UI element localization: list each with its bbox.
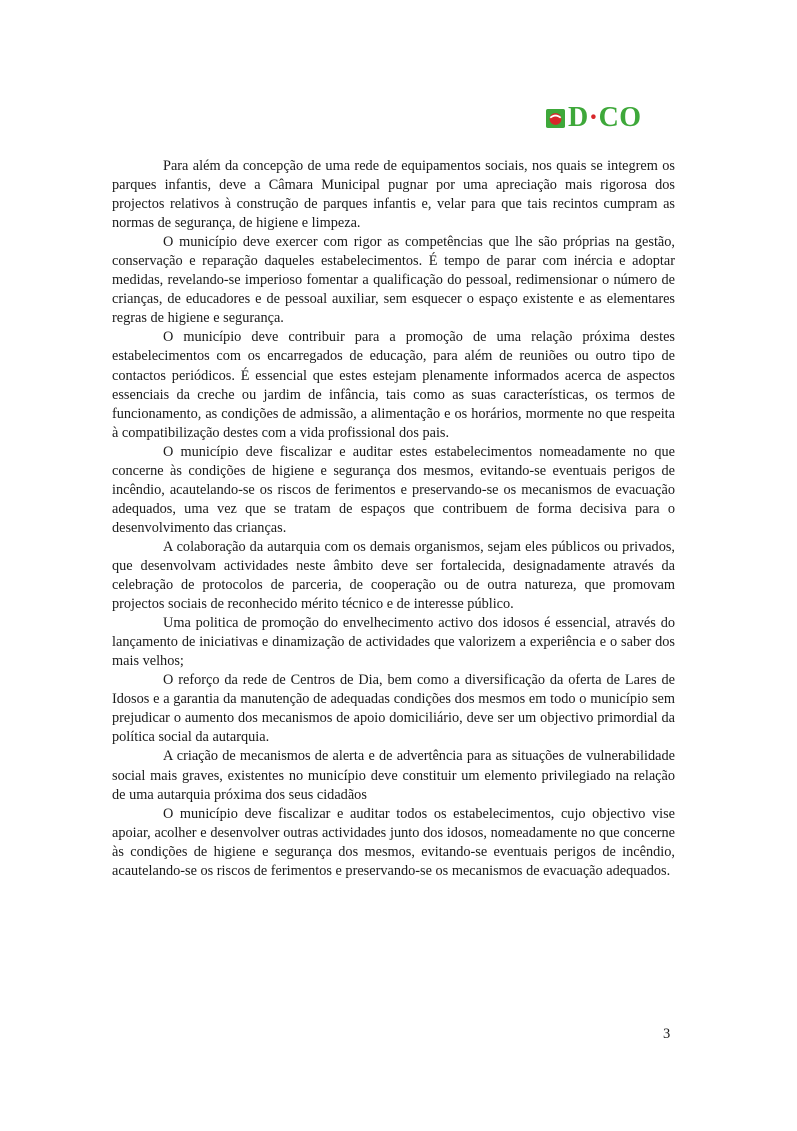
paragraph: A criação de mecanismos de alerta e de advertência para as situações de vulnerabilidade social mais graves, existentes no município deve constituir um elemento privilegiado na relação de uma autarquia próxima dos seus cidadãos [112, 748, 675, 803]
paragraph: A colaboração da autarquia com os demais organismos, sejam eles públicos ou privados, que desenvolvam actividades neste âmbito deve ser fortalecida, designadamente através da celebração de protocolos de parceria, de cooperação ou de outra natureza, que promovam projectos sociais de reconhecido mérito técnico e de interesse público. [112, 538, 675, 613]
paragraph: O município deve fiscalizar e auditar estes estabelecimentos nomeadamente no que concerne às condições de higiene e segurança dos mesmos, evitando-se eventuais perigos de incêndio, acautelando-se os riscos de ferimentos e preservando-se os mecanismos de evacuação adequados, uma vez que se tratam de espaços que contribuem de forma decisiva para o desenvolvimento das crianças. [112, 443, 675, 536]
deco-logo [546, 104, 642, 132]
logo-text-part2: CO [598, 102, 642, 133]
logo-text-part1: D [568, 102, 589, 133]
paragraph: Para além da concepção de uma rede de equipamentos sociais, nos quais se integrem os parques infantis, deve a Câmara Municipal pugnar por uma apreciação mais rigorosa dos projectos relativos à construção de parques infantis e, velar para que tais recintos cumpram as normas de segurança, de higiene e limpeza. [112, 158, 675, 232]
deco-logo-mark-icon [546, 109, 565, 128]
document-body [112, 157, 675, 881]
paragraph: O município deve contribuir para a promoção de uma relação próxima destes estabelecimentos com os encarregados de educação, para além de reuniões ou outro tipo de contactos periódicos. É essencial que estes estejam plenamente informados acerca de aspectos essenciais da creche ou jardim de infância, tais como as suas características, os termos de funcionamento, as condições de admissão, a alimentação e os horários, mormente no que respeita à compatibilização destes com a vida profissional dos pais. [112, 329, 675, 441]
paragraph: O reforço da rede de Centros de Dia, bem como a diversificação da oferta de Lares de Idosos e a garantia da manutenção de adequadas condições dos mesmos em todo o município sem prejudicar o aumento dos mecanismos de apoio domiciliário, deve ser um objectivo primordial da política social da autarquia. [112, 672, 675, 746]
paragraph: O município deve exercer com rigor as competências que lhe são próprias na gestão, conservação e reparação daqueles estabelecimentos. É tempo de parar com inércia e adoptar medidas, revelando-se imperioso fomentar a qualificação do pessoal, redimensionar o número de crianças, de educadores e de pessoal auxiliar, sem esquecer o espaço existente e as elementares regras de higiene e segurança. [112, 234, 675, 327]
page-number: 3 [663, 1026, 671, 1042]
deco-logo-text [568, 104, 642, 132]
paragraph: Uma politica de promoção do envelhecimento activo dos idosos é essencial, através do lançamento de iniciativas e dinamização de actividades que valorizem a experiência e o saber dos mais velhos; [112, 615, 675, 670]
logo-separator: · [588, 102, 599, 133]
paragraph: O município deve fiscalizar e auditar todos os estabelecimentos, cujo objectivo vise apoiar, acolher e desenvolver outras actividades junto dos idosos, nomeadamente no que concerne às condições de higiene e segurança dos mesmos, evitando-se eventuais perigos de incêndio, acautelando-se os riscos de ferimentos e preservando-se os mecanismos de evacuação adequados. [112, 805, 675, 879]
